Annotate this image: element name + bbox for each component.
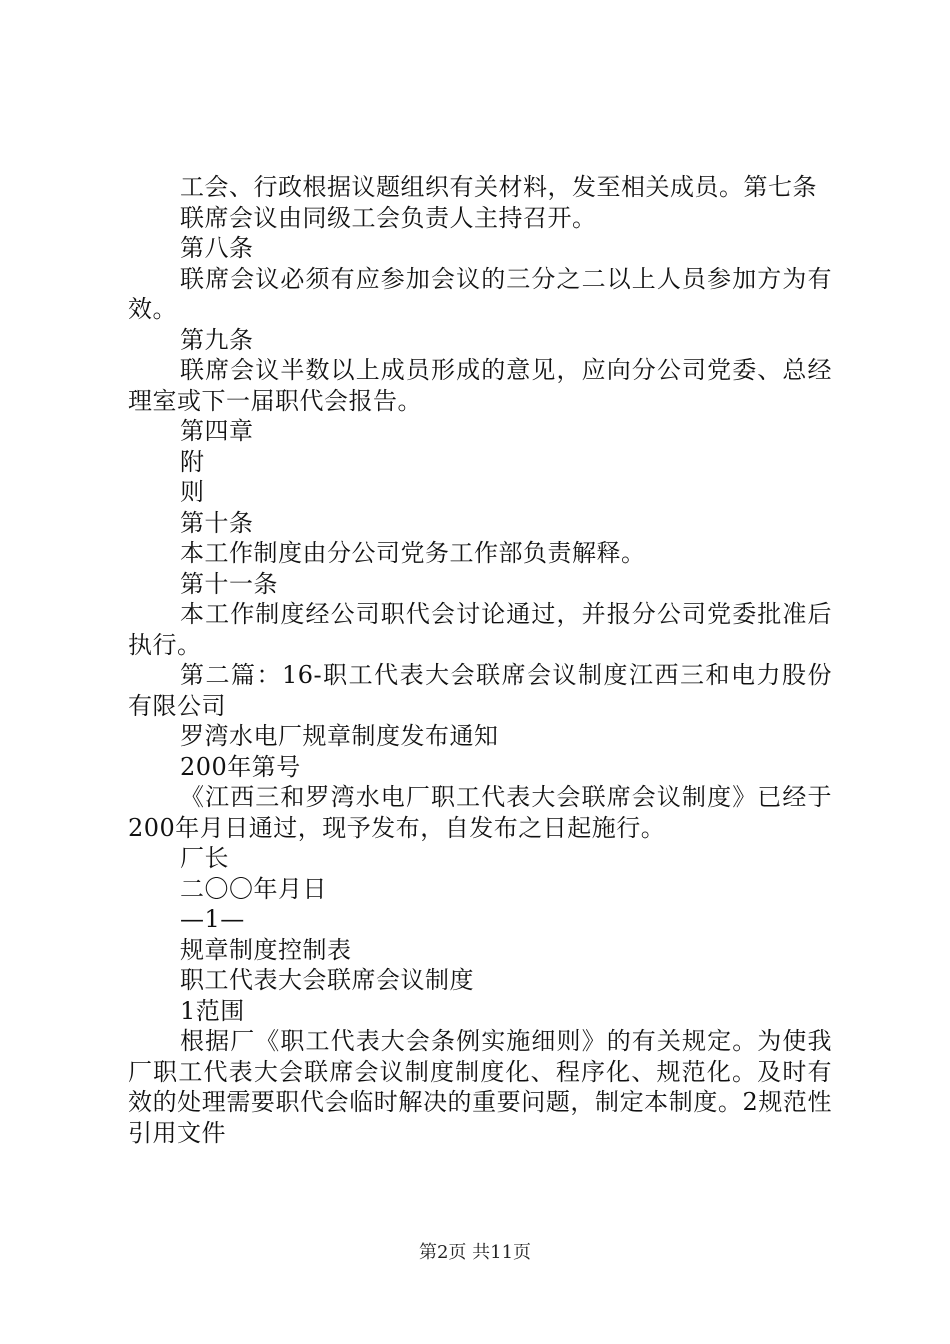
paragraph: 罗湾水电厂规章制度发布通知 [180, 722, 499, 750]
paragraph: 《江西三和罗湾水电厂职工代表大会联席会议制度》已经于200年月日通过，现予发布，自发布之日起施行。 [128, 783, 832, 842]
paragraph: —1— [180, 905, 245, 933]
paragraph: 联席会议半数以上成员形成的意见，应向分公司党委、总经理室或下一届职代会报告。 [128, 356, 832, 415]
paragraph: 则 [180, 478, 205, 506]
paragraph: 200年第号 [180, 752, 301, 781]
paragraph: 第十条 [180, 508, 254, 537]
paragraph: 本工作制度经公司职代会讨论通过，并报分公司党委批准后执行。 [128, 600, 832, 659]
paragraph: 职工代表大会联席会议制度 [180, 966, 474, 994]
document-body [128, 172, 832, 1148]
paragraph: 第八条 [180, 234, 254, 262]
section-heading: 第二篇：16-职工代表大会联席会议制度江西三和电力股份有限公司 [128, 661, 832, 720]
chapter-heading: 第四章 [180, 417, 254, 445]
paragraph: 第九条 [180, 325, 254, 354]
paragraph: 工会、行政根据议题组织有关材料，发至相关成员。第七条 [180, 173, 817, 201]
paragraph: 厂长 [180, 844, 229, 872]
paragraph: 本工作制度由分公司党务工作部负责解释。 [180, 539, 646, 567]
paragraph: 联席会议必须有应参加会议的三分之二以上人员参加方为有效。 [128, 264, 832, 323]
paragraph: 规章制度控制表 [180, 935, 352, 964]
paragraph: 1范围 [180, 996, 245, 1025]
paragraph: 二〇〇年月日 [180, 874, 327, 903]
page-footer: 第2页 共11页 [418, 1242, 532, 1263]
paragraph: 附 [180, 447, 205, 476]
paragraph: 第十一条 [180, 569, 278, 598]
paragraph: 联席会议由同级工会负责人主持召开。 [180, 203, 597, 232]
paragraph: 根据厂《职工代表大会条例实施细则》的有关规定。为使我厂职工代表大会联席会议制度制度化、程序化、规范化。及时有效的处理需要职代会临时解决的重要问题，制定本制度。2规范性引用文件 [128, 1027, 832, 1147]
